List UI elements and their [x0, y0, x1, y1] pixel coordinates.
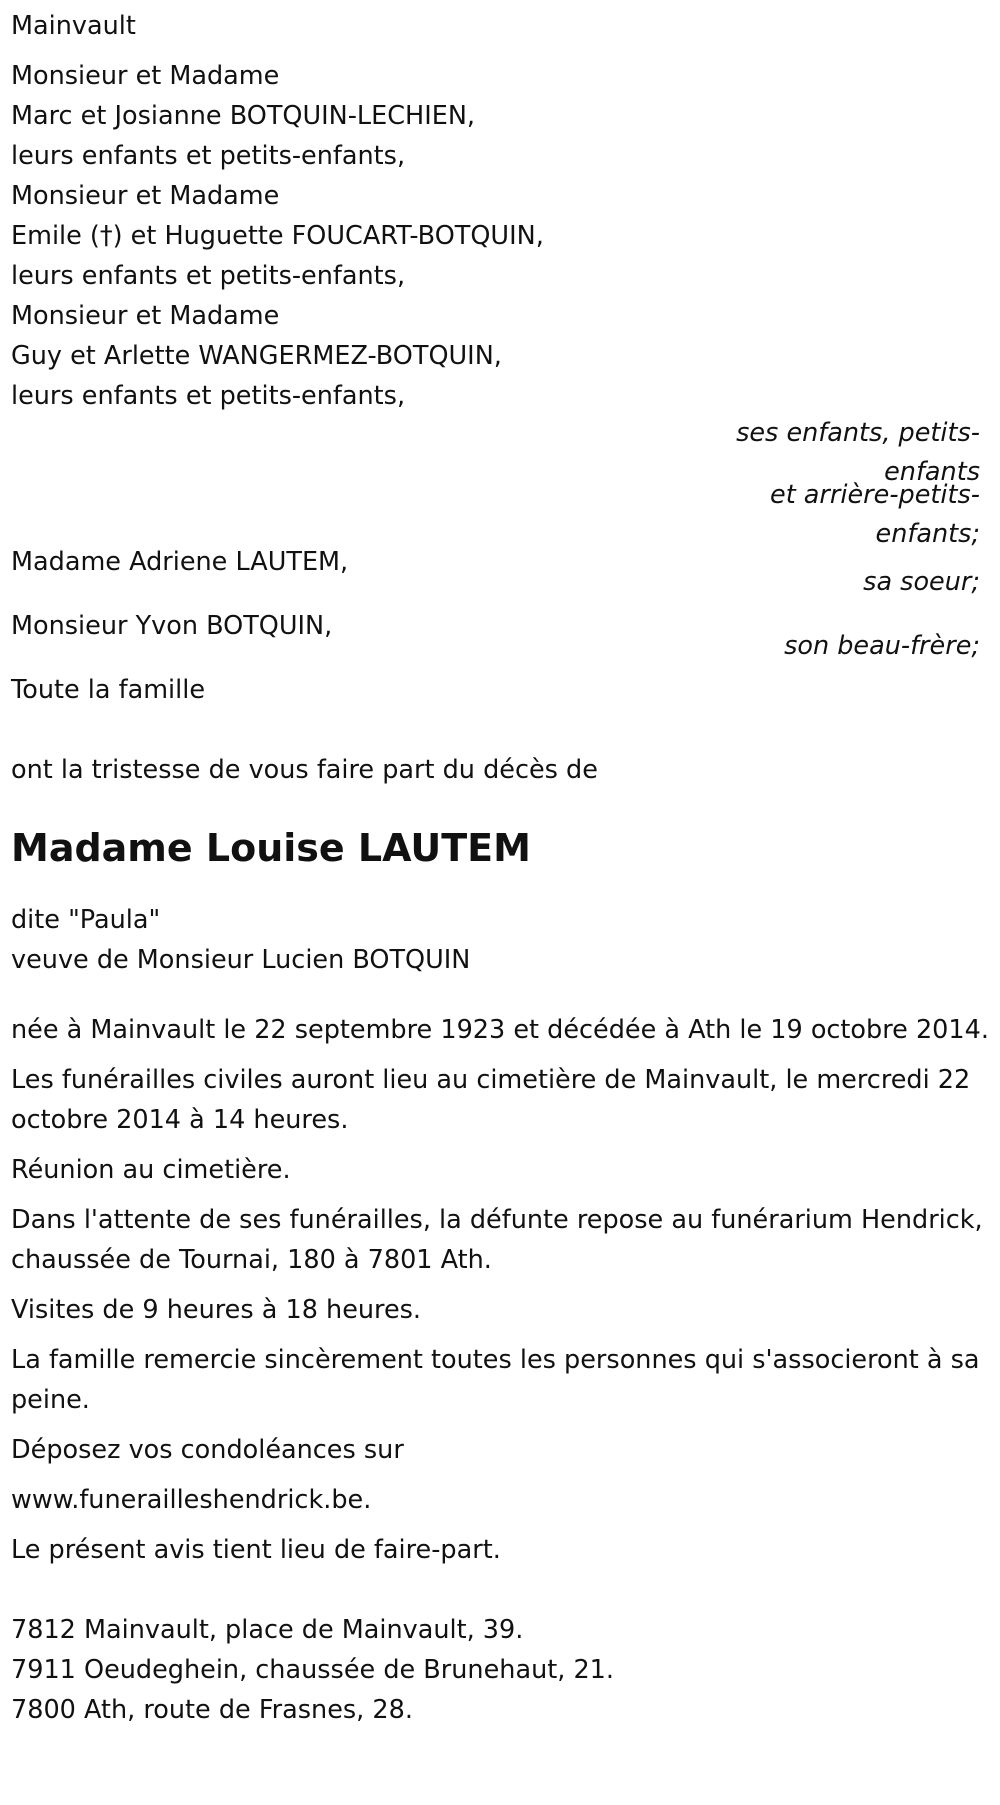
sister-relation: sa soeur;	[863, 567, 980, 597]
funeral-paragraph: Les funérailles civiles auront lieu au cimetière de Mainvault, le mercredi 22 octobre 2014 à 14 heures.	[11, 1065, 971, 1135]
visits-paragraph: Visites de 9 heures à 18 heures.	[11, 1295, 422, 1325]
brother-in-law-name: Monsieur Yvon BOTQUIN,	[11, 611, 333, 641]
notice-paragraph: Le présent avis tient lieu de faire-part.	[11, 1535, 501, 1565]
address-line: 7911 Oeudeghein, chaussée de Brunehaut, 21.	[11, 1655, 614, 1685]
sister-name: Madame Adriene LAUTEM,	[11, 547, 349, 577]
sister-row	[11, 542, 991, 606]
location-heading: Mainvault	[11, 11, 136, 41]
thanks-paragraph: La famille remercie sincèrement toutes les personnes qui s'associeront à sa peine.	[11, 1345, 980, 1415]
relation-children-2: et arrière-petits-enfants;	[770, 480, 980, 549]
address-line: 7800 Ath, route de Frasnes, 28.	[11, 1695, 413, 1725]
deceased-name: Madame Louise LAUTEM	[11, 826, 531, 870]
children-relation-block	[11, 416, 991, 549]
family-line: Monsieur et Madame	[11, 61, 280, 91]
reunion-paragraph: Réunion au cimetière.	[11, 1155, 291, 1185]
family-line: Emile (†) et Huguette FOUCART-BOTQUIN,	[11, 221, 544, 251]
family-list	[11, 56, 991, 416]
family-line: leurs enfants et petits-enfants,	[11, 141, 406, 171]
funerarium-paragraph: Dans l'attente de ses funérailles, la défunte repose au funérarium Hendrick, chaussée de Tournai, 180 à 7801 Ath.	[11, 1205, 983, 1275]
condolences-paragraph: Déposez vos condoléances sur	[11, 1435, 404, 1465]
website-link[interactable]: www.funerailleshendrick.be.	[11, 1485, 372, 1515]
brother-in-law-row	[11, 606, 991, 670]
birth-death-paragraph: née à Mainvault le 22 septembre 1923 et décédée à Ath le 19 octobre 2014.	[11, 1015, 989, 1045]
address-line: 7812 Mainvault, place de Mainvault, 39.	[11, 1615, 524, 1645]
family-all: Toute la famille	[11, 675, 206, 705]
family-line: Monsieur et Madame	[11, 181, 280, 211]
brother-in-law-relation: son beau-frère;	[784, 631, 980, 661]
relation-children-1: ses enfants, petits-enfants	[736, 418, 980, 487]
nickname: dite "Paula"	[11, 905, 161, 935]
announcement-text: ont la tristesse de vous faire part du décès de	[11, 755, 598, 785]
family-line: leurs enfants et petits-enfants,	[11, 381, 406, 411]
family-line: leurs enfants et petits-enfants,	[11, 261, 406, 291]
address-list	[11, 1610, 991, 1730]
widow-of: veuve de Monsieur Lucien BOTQUIN	[11, 945, 471, 975]
family-line: Marc et Josianne BOTQUIN-LECHIEN,	[11, 101, 476, 131]
family-line: Guy et Arlette WANGERMEZ-BOTQUIN,	[11, 341, 502, 371]
family-line: Monsieur et Madame	[11, 301, 280, 331]
obituary-notice	[11, 6, 991, 1730]
